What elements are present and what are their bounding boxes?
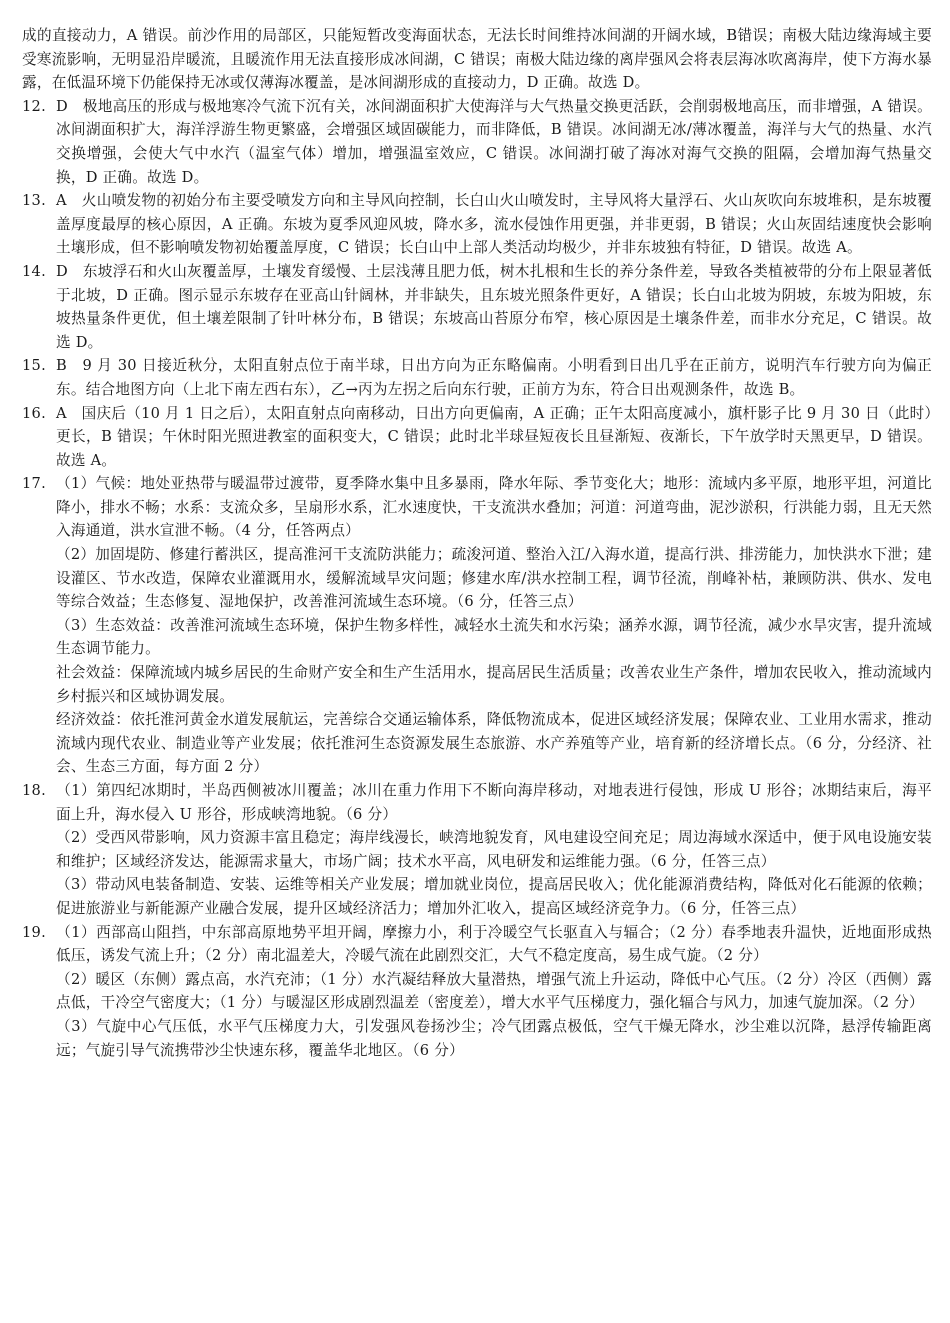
question-number: 12. xyxy=(22,97,46,115)
answer-text: （1）西部高山阻挡，中东部高原地势平坦开阔，摩擦力小，利于冷暖空气长驱直入与辐合；（2 分）春季地表升温快，近地面形成热低压，诱发气流上升；（2 分）南北温差大，冷暖气流在此剧烈交汇，大气不稳定度高，易生成气旋。（2 分） xyxy=(56,923,932,965)
answer-item-12 xyxy=(22,95,932,189)
answer-subpart: （3）带动风电装备制造、安装、运维等相关产业发展；增加就业岗位，提高居民收入；优化能源消费结构，降低对化石能源的依赖；促进旅游业与新能源产业融合发展，提升区域经济活力；增加外汇收入，提高区域经济竞争力。（6 分，任答三点） xyxy=(56,876,932,917)
answer-item-16 xyxy=(22,402,932,473)
answer-text: A 火山喷发物的初始分布主要受喷发方向和主导风向控制，长白山火山喷发时，主导风将大量浮石、火山灰吹向东坡堆积，是东坡覆盖厚度最厚的核心原因，A 正确。东坡为夏季风迎风坡，降水多，流水侵蚀作用更强，并非更弱，B 错误；火山灰固结速度快会影响土壤形成，但不影响喷发物初始覆盖厚度，C 错误；长白山中上部人类活动均极少，并非东坡独有特征，D 错误。故选 A。 xyxy=(56,192,932,257)
question-number: 17. xyxy=(22,475,46,493)
intro-line: 错误；南极大陆边缘海域主要受寒流影响，无明显沿岸暖流，且暖流作用无法直接形成冰间湖，C 错误；南极大陆边缘的离岸强风会将表层海冰吹离海岸，使下方海水暴露，在低温环境下仍能保持无冰或仅薄海冰覆盖，是冰间湖形成的直接动力，D 正确。故选 D。 xyxy=(22,27,932,92)
question-number: 14. xyxy=(22,262,46,280)
answer-subpart: 社会效益：保障流域内城乡居民的生命财产安全和生产生活用水，提高居民生活质量；改善农业生产条件，增加农民收入，推动流域内乡村振兴和区域协调发展。 xyxy=(56,664,932,705)
answer-subpart: （3）气旋中心气压低，水平气压梯度力大，引发强风卷扬沙尘；冷气团露点极低，空气干燥无降水，沙尘难以沉降，悬浮传输距离远；气旋引导气流携带沙尘快速东移，覆盖华北地区。（6 分） xyxy=(56,1017,932,1059)
question-number: 18. xyxy=(22,782,46,799)
intro-paragraph xyxy=(22,24,932,95)
answer-text: A 国庆后（10 月 1 日之后），太阳直射点向南移动，日出方向更偏南，A 正确；正午太阳高度减小，旗杆影子比 9 月 30 日（此时）更长，B 错误；午休时阳光照进教室的面积变大，C 错误；此时北半球昼短夜长且昼渐短、夜渐长，下午放学时天黑更早，D 错误。故选 A。 xyxy=(56,404,932,469)
answer-item-13 xyxy=(22,189,932,260)
answer-item-14 xyxy=(22,260,932,354)
question-number: 19. xyxy=(22,923,46,941)
answer-key-document xyxy=(22,24,932,1062)
answer-subpart: （2）加固堤防、修建行蓄洪区，提高淮河干支流防洪能力；疏浚河道、整治入江/入海水道，提高行洪、排涝能力，加快洪水下泄；建设灌区、节水改造，保障农业灌溉用水，缓解流域旱灾问题；修建水库/洪水控制工程，调节径流，削峰补枯，兼顾防洪、供水、发电等综合效益；生态修复、湿地保护，改善淮河流域生态环境。（6 分，任答三点） xyxy=(56,546,932,611)
answer-subpart: （3）生态效益：改善淮河流域生态环境，保护生物多样性，减轻水土流失和水污染；涵养水源，调节径流，减少水旱灾害，提升流域生态调节能力。 xyxy=(56,616,932,658)
answer-text: （1）第四纪冰期时，半岛西侧被冰川覆盖；冰川在重力作用下不断向海岸移动，对地表进行侵蚀，形成 U 形谷；冰期结束后，海平面上升，海水侵入 U 形谷，形成峡湾地貌。（6 分） xyxy=(56,782,932,823)
question-number: 13. xyxy=(22,192,46,210)
answer-item-17 xyxy=(22,472,932,543)
answer-text: （1）气候：地处亚热带与暖温带过渡带，夏季降水集中且多暴雨，降水年际、季节变化大；地形：流域内多平原，地形平坦，河道比降小，排水不畅；水系：支流众多，呈扇形水系，汇水速度快，干支流洪水叠加；河道：河道弯曲，泥沙淤积，行洪能力弱，且无天然入海通道，洪水宣泄不畅。（4 分，任答两点） xyxy=(56,475,932,540)
answer-text: D 极地高压的形成与极地寒冷气流下沉有关，冰间湖面积扩大使海洋与大气热量交换更活跃，会削弱极地高压，而非增强，A 错误。冰间湖面积扩大，海洋浮游生物更繁盛，会增强区域固碳能力，而非降低，B 错误。冰间湖无冰/薄冰覆盖，海洋与大气的热量、水汽交换增强，会使大气中水汽（温室气体）增加，增强温室效应，C 错误。冰间湖打破了海冰对海气交换的阻隔，会增加海气热量交换，D 正确。故选 D。 xyxy=(56,97,932,186)
answer-subpart: （2）受西风带影响，风力资源丰富且稳定；海岸线漫长，峡湾地貌发育，风电建设空间充足；周边海域水深适中，便于风电设施安装和维护；区域经济发达，能源需求量大，市场广阔；技术水平高，风电研发和运维能力强。（6 分，任答三点） xyxy=(56,829,932,870)
answer-subpart: （2）暖区（东侧）露点高，水汽充沛；（1 分）水汽凝结释放大量潜热，增强气流上升运动，降低中心气压。（2 分）冷区（西侧）露点低，干冷空气密度大；（1 分）与暖湿区形成剧烈温差（密度差），增大水平气压梯度力，强化辐合与风力，加速气旋加深。（2 分） xyxy=(56,970,932,1012)
answer-text: D 东坡浮石和火山灰覆盖厚，土壤发育缓慢、土层浅薄且肥力低，树木扎根和生长的养分条件差，导致各类植被带的分布上限显著低于北坡，D 正确。图示显示东坡存在亚高山针阔林，并非缺失，且东坡光照条件更好，A 错误；长白山北坡为阴坡，东坡为阳坡，东坡热量条件更优，但土壤差限制了针叶林分布，B 错误；东坡高山苔原分布窄，核心原因是土壤条件差，而非水分充足，C 错误。故选 D。 xyxy=(56,262,932,351)
answer-item-18 xyxy=(22,779,932,826)
intro-line: 成的直接动力，A 错误。前沙作用的局部区，只能短暂改变海面状态，无法长时间维持冰间湖的开阔水域，B xyxy=(22,27,738,44)
answer-item-19 xyxy=(22,921,932,968)
answer-text: B 9 月 30 日接近秋分，太阳直射点位于南半球，日出方向为正东略偏南。小明看到日出几乎在正前方，说明汽车行驶方向为偏正东。结合地图方向（上北下南左西右东），乙→丙为左拐之后向东行驶，正前方为东，符合日出观测条件，故选 B。 xyxy=(56,357,932,398)
answer-item-15 xyxy=(22,354,932,401)
question-number: 15. xyxy=(22,357,46,375)
question-number: 16. xyxy=(22,404,46,422)
answer-subpart: 经济效益：依托淮河黄金水道发展航运，完善综合交通运输体系，降低物流成本，促进区域经济发展；保障农业、工业用水需求，推动流域内现代农业、制造业等产业发展；依托淮河生态资源发展生态旅游、水产养殖等产业，培育新的经济增长点。（6 分，分经济、社会、生态三方面，每方面 2 分） xyxy=(56,711,932,776)
